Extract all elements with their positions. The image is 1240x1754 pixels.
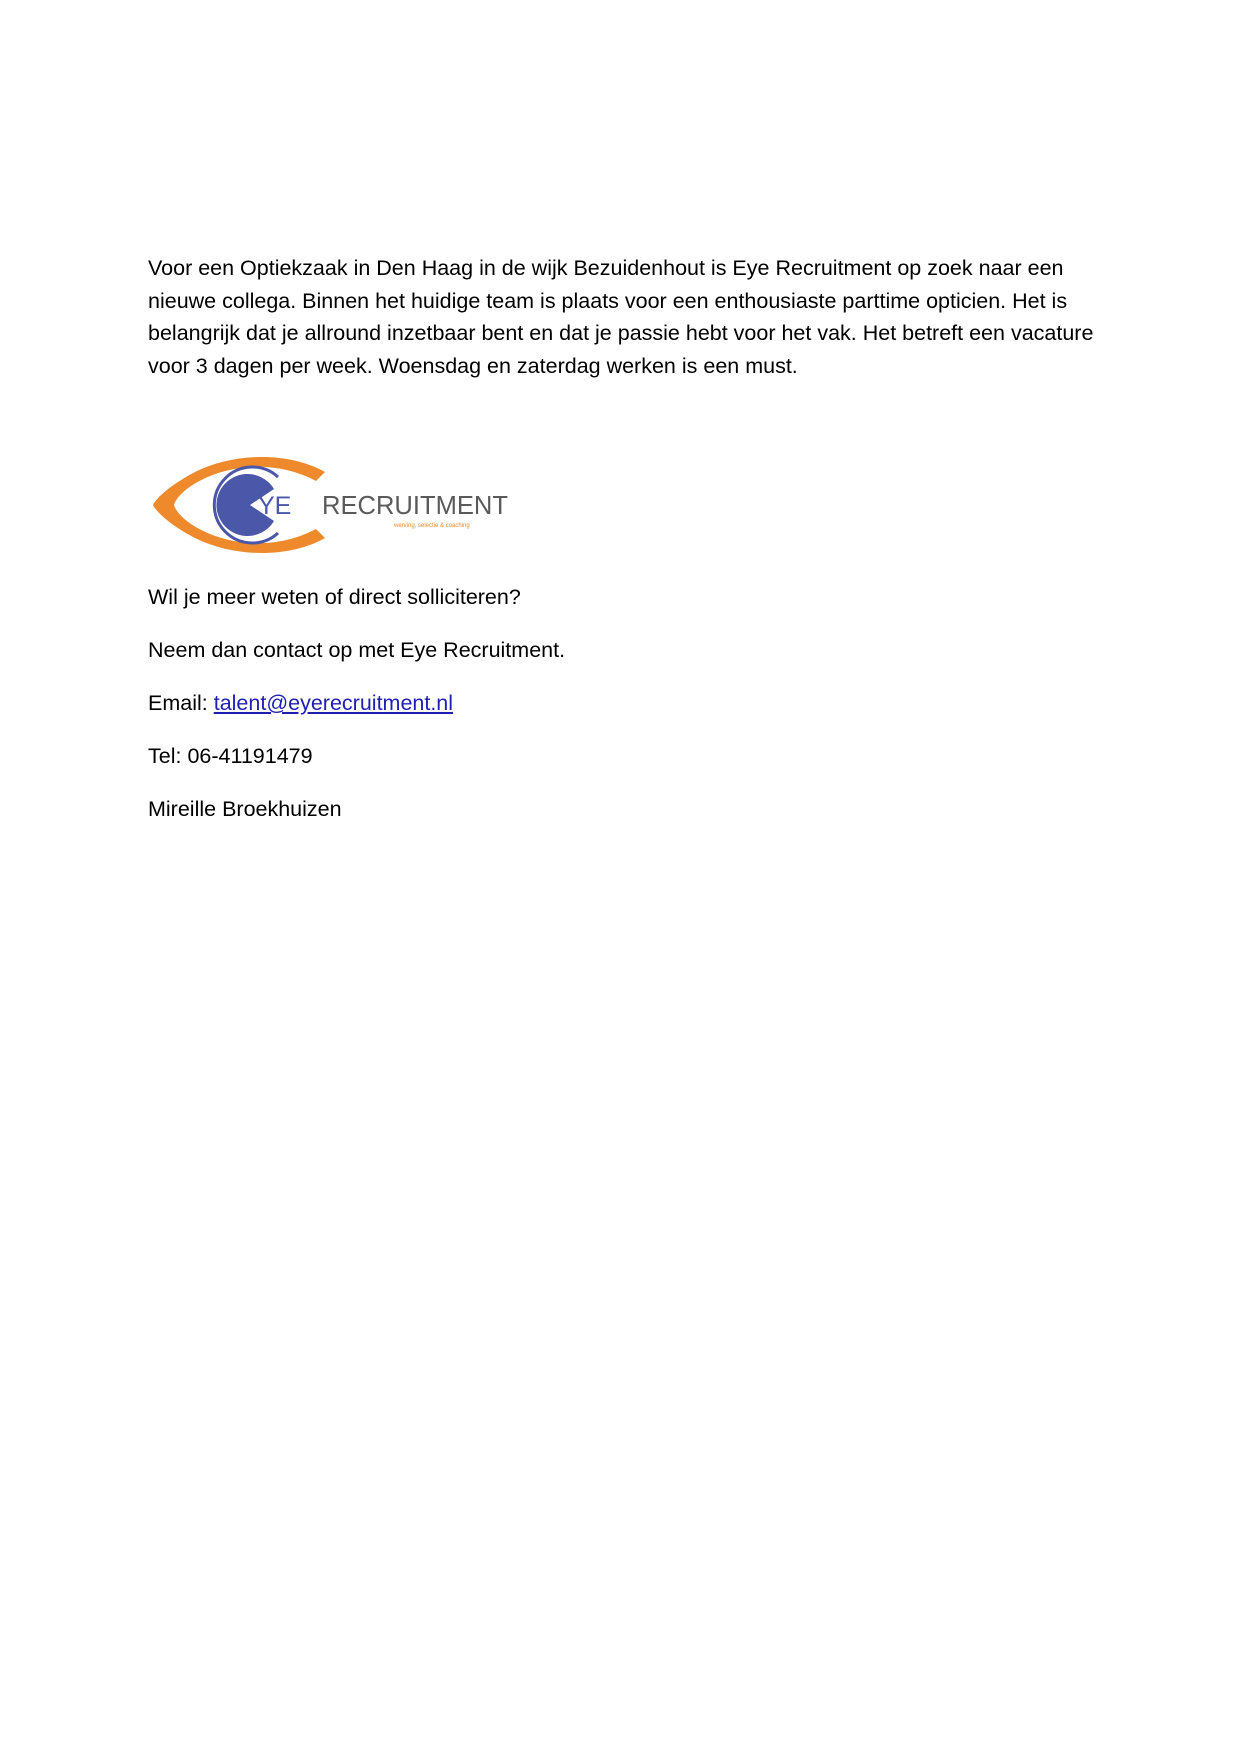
contact-phone-line [148, 742, 313, 770]
contact-call-to-action: Neem dan contact op met Eye Recruitment. [148, 638, 566, 662]
intro-paragraph [148, 252, 1098, 382]
contact-name: Mireille Broekhuizen [148, 797, 342, 821]
intro-line: belangrijk dat je allround inzetbaar bent en dat je passie hebt voor het vak. Het betreft een vacature [148, 321, 1094, 345]
contact-question: Wil je meer weten of direct solliciteren? [148, 585, 521, 609]
email-link[interactable]: talent@eyerecruitment.nl [213, 691, 454, 715]
eye-recruitment-logo [150, 450, 510, 560]
phone-label: Tel: [148, 744, 188, 768]
intro-line: nieuwe collega. Binnen het huidige team is plaats voor een enthousiaste parttime opticien. Het is [148, 288, 1068, 313]
logo-tagline: werving, selectie & coaching [394, 523, 470, 529]
intro-line: Voor een Optiekzaak in Den Haag in de wijk Bezuidenhout is Eye Recruitment op zoek naar een [148, 256, 1064, 280]
logo-mark-text: YE [258, 492, 292, 520]
contact-email-line [148, 689, 453, 717]
logo-brand-text: RECRUITMENT [322, 490, 509, 520]
phone-number: 06-41191479 [187, 744, 313, 768]
intro-line: voor 3 dagen per week. Woensdag en zaterdag werken is een must. [148, 353, 798, 378]
email-label: Email: [148, 691, 214, 715]
